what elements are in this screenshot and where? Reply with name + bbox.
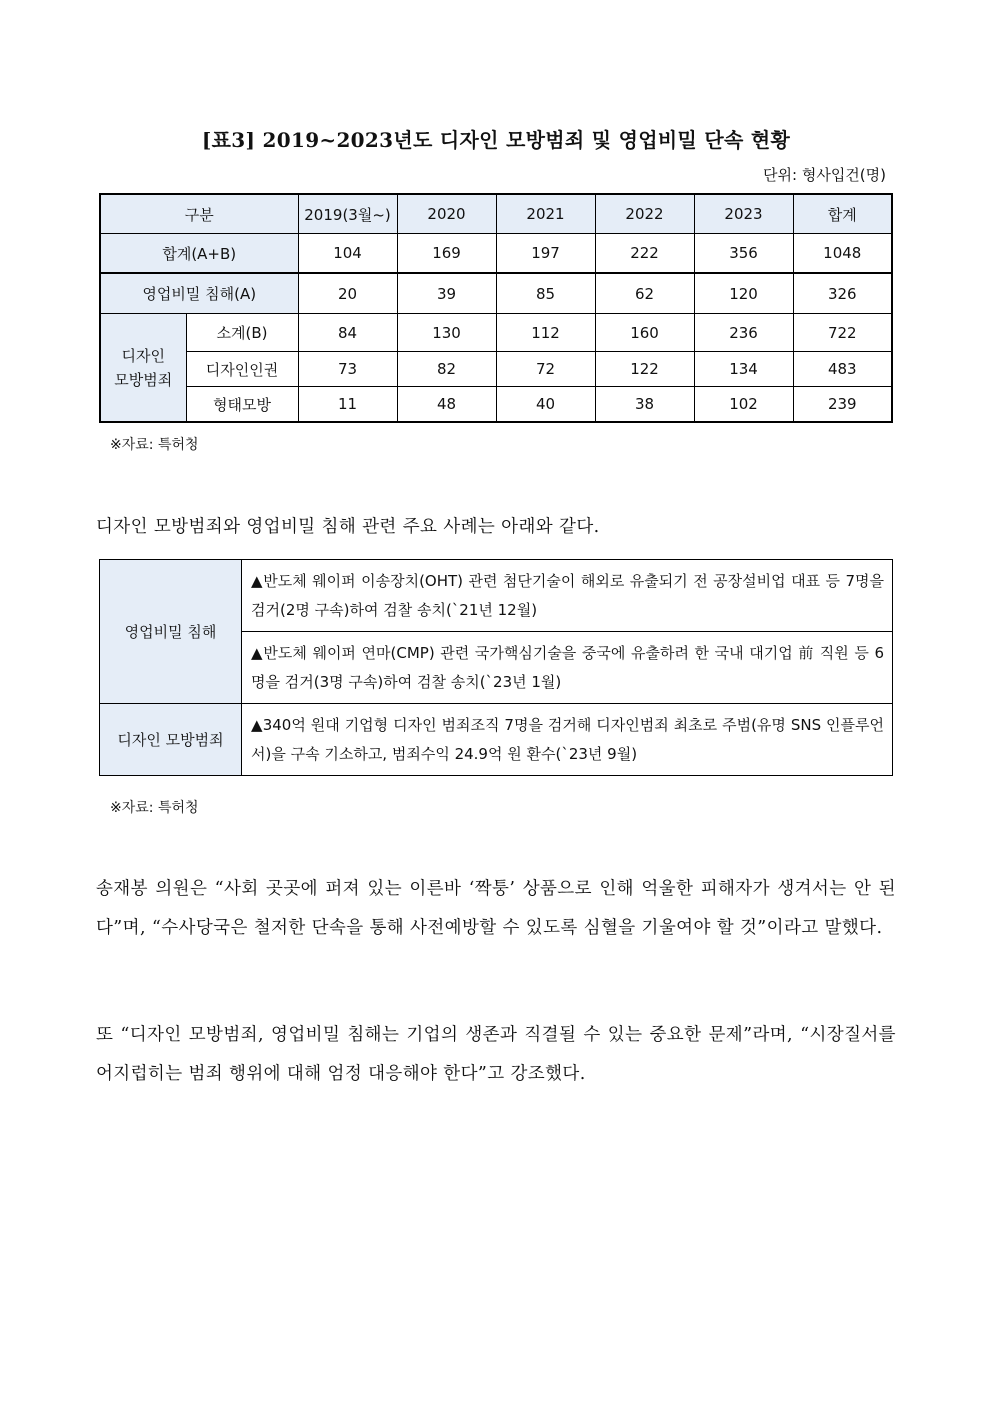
cell: 197 [496, 234, 595, 274]
cell: 130 [397, 314, 496, 352]
row-label: 합계(A+B) [100, 234, 298, 274]
header-label: 구분 [100, 194, 298, 234]
cell: 326 [793, 273, 892, 314]
case-category: 디자인 모방범죄 [100, 704, 242, 776]
trade-secret-row [100, 273, 892, 314]
total-row [100, 234, 892, 274]
cell: 20 [298, 273, 397, 314]
cell: 104 [298, 234, 397, 274]
cell: 1048 [793, 234, 892, 274]
row-label: 디자인인권 [186, 352, 298, 387]
header-year: 2021 [496, 194, 595, 234]
design-case-row [100, 704, 893, 776]
cell: 72 [496, 352, 595, 387]
cell: 122 [595, 352, 694, 387]
cell: 236 [694, 314, 793, 352]
header-year: 2019(3월~) [298, 194, 397, 234]
table-title: [표3] 2019~2023년도 디자인 모방범죄 및 영업비밀 단속 현황 [201, 128, 791, 152]
body-paragraph: 또 “디자인 모방범죄, 영업비밀 침해는 기업의 생존과 직결될 수 있는 중요한 문제”라며, “시장질서를 어지럽히는 범죄 행위에 대해 엄정 대응해야 한다”고 강조했다. [96, 1025, 896, 1084]
header-year: 2022 [595, 194, 694, 234]
source-note: ※자료: 특허청 [110, 437, 199, 453]
design-group-label-line2: 모방범죄 [114, 370, 173, 389]
cell: 239 [793, 387, 892, 423]
body-paragraph: 송재봉 의원은 “사회 곳곳에 퍼져 있는 이른바 ‘짝퉁’ 상품으로 인해 억울한 피해자가 생겨서는 안 된다”며, “수사당국은 철저한 단속을 통해 사전예방할 수 있도록 심혈을 기울여야 할 것”이라고 말했다. [96, 879, 896, 938]
cell: 62 [595, 273, 694, 314]
design-right-row [100, 352, 892, 387]
cell: 169 [397, 234, 496, 274]
header-year: 2023 [694, 194, 793, 234]
unit-label: 단위: 형사입건(명) [763, 166, 886, 184]
cell: 112 [496, 314, 595, 352]
design-group-label-line1: 디자인 [121, 346, 165, 365]
source-note: ※자료: 특허청 [110, 800, 199, 816]
design-group-label [100, 314, 186, 423]
cell: 85 [496, 273, 595, 314]
cell: 222 [595, 234, 694, 274]
case-text: ▲반도체 웨이퍼 이송장치(OHT) 관련 첨단기술이 해외로 유출되기 전 공장설비업 대표 등 7명을 검거(2명 구속)하여 검찰 송치(`21년 12월) [242, 560, 893, 632]
row-label: 소계(B) [186, 314, 298, 352]
intro-paragraph: 디자인 모방범죄와 영업비밀 침해 관련 주요 사례는 아래와 같다. [96, 517, 600, 537]
cell: 82 [397, 352, 496, 387]
stats-table [99, 193, 893, 423]
cases-table [99, 559, 893, 776]
cell: 102 [694, 387, 793, 423]
case-text: ▲340억 원대 기업형 디자인 범죄조직 7명을 검거해 디자인범죄 최초로 주범(유명 SNS 인플루언서)을 구속 기소하고, 범죄수익 24.9억 원 환수(`23년 9월) [242, 704, 893, 776]
header-year: 2020 [397, 194, 496, 234]
cell: 48 [397, 387, 496, 423]
case-category: 영업비밀 침해 [100, 560, 242, 704]
cell: 40 [496, 387, 595, 423]
cell: 39 [397, 273, 496, 314]
row-label: 영업비밀 침해(A) [100, 273, 298, 314]
form-imitation-row [100, 387, 892, 423]
subtotal-row [100, 314, 892, 352]
header-row [100, 194, 892, 234]
cell: 38 [595, 387, 694, 423]
cell: 722 [793, 314, 892, 352]
cell: 160 [595, 314, 694, 352]
cell: 356 [694, 234, 793, 274]
cell: 73 [298, 352, 397, 387]
cell: 84 [298, 314, 397, 352]
header-total: 합계 [793, 194, 892, 234]
trade-secret-case-row [100, 560, 893, 632]
cell: 11 [298, 387, 397, 423]
cell: 134 [694, 352, 793, 387]
cell: 483 [793, 352, 892, 387]
case-text: ▲반도체 웨이퍼 연마(CMP) 관련 국가핵심기술을 중국에 유출하려 한 국내 대기업 前 직원 등 6명을 검거(3명 구속)하여 검찰 송치(`23년 1월) [242, 632, 893, 704]
cell: 120 [694, 273, 793, 314]
row-label: 형태모방 [186, 387, 298, 423]
